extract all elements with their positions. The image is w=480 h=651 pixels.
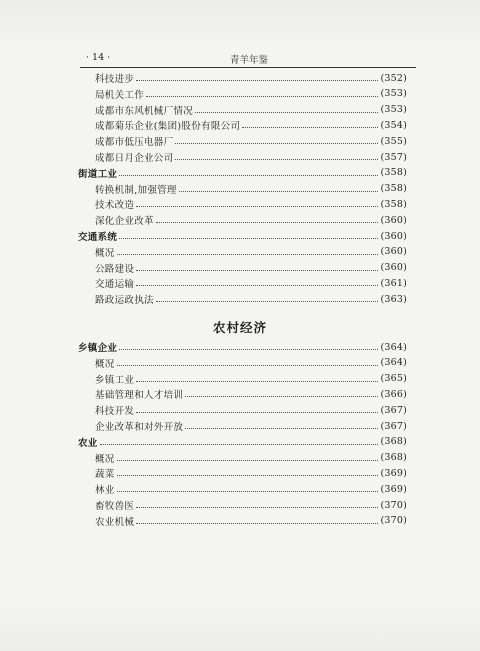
toc-entry xyxy=(78,511,407,531)
toc-entry-label: 概况 xyxy=(95,358,115,370)
toc-entry-label: 技术改造 xyxy=(95,200,135,212)
dot-leader xyxy=(136,380,378,382)
toc-page-number: (367) xyxy=(380,420,407,432)
toc-entry-label: 基础管理和人才培训 xyxy=(95,390,184,402)
dot-leader xyxy=(119,348,378,350)
toc-entry-label: 农业机械 xyxy=(95,516,135,528)
dot-leader xyxy=(100,443,379,445)
toc-entry-label: 路政运政执法 xyxy=(95,295,154,307)
toc-page-number: (366) xyxy=(380,388,407,400)
dot-leader xyxy=(136,506,378,508)
toc-page-number: (358) xyxy=(380,198,407,210)
dot-leader xyxy=(156,300,379,302)
toc-page-number: (364) xyxy=(380,357,407,369)
toc-entry-label: 成都市低压电器厂 xyxy=(95,137,174,149)
toc-page-number: (352) xyxy=(380,72,407,84)
toc-page-number: (368) xyxy=(380,436,407,448)
dot-leader xyxy=(175,158,378,160)
dot-leader xyxy=(242,126,378,128)
toc-page-number: (365) xyxy=(380,373,407,385)
toc-entry-label: 科技进步 xyxy=(95,74,135,85)
toc-page-number: (354) xyxy=(380,119,407,131)
toc-entry-label: 科技开发 xyxy=(95,406,135,418)
page-header xyxy=(86,52,412,66)
toc-page-number: (353) xyxy=(380,88,407,100)
toc-page-number: (360) xyxy=(380,230,407,242)
toc-entry-label: 成都菊乐企业(集团)股份有限公司 xyxy=(95,121,241,133)
toc-page-number: (360) xyxy=(380,262,407,274)
toc-entry-label: 成都日月企业公司 xyxy=(95,153,174,164)
dot-leader xyxy=(117,474,379,476)
dot-leader xyxy=(136,205,378,207)
toc-entry-label: 乡镇工业 xyxy=(95,374,135,386)
toc-entry-label: 街道工业 xyxy=(78,168,118,180)
toc-entry-label: 深化企业改革 xyxy=(95,216,154,228)
dot-leader xyxy=(156,221,379,223)
toc-entry-label: 畜牧兽医 xyxy=(95,501,135,512)
dot-leader xyxy=(175,142,378,144)
toc-entry-label: 蔬菜 xyxy=(95,469,115,481)
toc-page-number: (358) xyxy=(380,167,407,179)
dot-leader xyxy=(119,174,378,176)
dot-leader xyxy=(136,79,378,81)
toc-entry-label: 公路建设 xyxy=(95,263,135,275)
toc-page-number: (367) xyxy=(380,404,407,416)
toc-page-number: (368) xyxy=(380,452,407,464)
toc-page-number: (360) xyxy=(380,246,407,258)
dot-leader xyxy=(117,253,379,255)
toc-entry-label: 林业 xyxy=(95,485,115,497)
dot-leader xyxy=(179,190,379,192)
toc-entry-label: 转换机制,加强管理 xyxy=(95,184,177,196)
toc-entry-label: 交通系统 xyxy=(78,232,118,243)
toc-page-number: (357) xyxy=(380,151,407,163)
toc-page-number: (363) xyxy=(380,293,407,305)
toc-page-number: (364) xyxy=(380,341,407,353)
dot-leader xyxy=(117,364,379,366)
dot-leader xyxy=(136,284,378,286)
toc-entry-label: 概况 xyxy=(95,453,115,465)
toc-page-number: (370) xyxy=(380,515,407,527)
toc-entry-label: 乡镇企业 xyxy=(78,343,118,354)
dot-leader xyxy=(117,459,379,461)
toc-entry-label: 成都市东风机械厂情况 xyxy=(95,105,194,117)
page-number: · 14 · xyxy=(86,52,111,63)
dot-leader xyxy=(185,427,378,429)
dot-leader xyxy=(119,237,378,239)
toc-entry xyxy=(78,289,407,309)
dot-leader xyxy=(146,95,378,97)
dot-leader xyxy=(185,395,378,397)
toc-page-number: (369) xyxy=(380,467,407,479)
section-heading: 农村经济 xyxy=(212,320,267,335)
toc-entry-label: 概况 xyxy=(95,247,115,259)
dot-leader xyxy=(136,269,378,271)
toc-page-number: (358) xyxy=(380,183,407,195)
toc-entry-label: 农业 xyxy=(78,437,98,449)
toc-page-number: (360) xyxy=(380,214,407,226)
toc-page-number: (369) xyxy=(380,483,407,495)
toc-page-number: (353) xyxy=(380,104,407,116)
dot-leader xyxy=(136,411,378,413)
running-title: 青羊年鉴 xyxy=(229,55,268,66)
toc-entry-label: 企业改革和对外开放 xyxy=(95,422,184,433)
toc-page-number: (355) xyxy=(380,135,407,147)
dot-leader xyxy=(117,490,379,492)
toc-page-number: (361) xyxy=(380,277,407,289)
dot-leader xyxy=(136,522,378,524)
toc-entry-label: 交通运输 xyxy=(95,279,135,291)
toc-page-number: (370) xyxy=(380,499,407,511)
toc-entry-label: 局机关工作 xyxy=(95,89,145,101)
dot-leader xyxy=(195,111,378,113)
